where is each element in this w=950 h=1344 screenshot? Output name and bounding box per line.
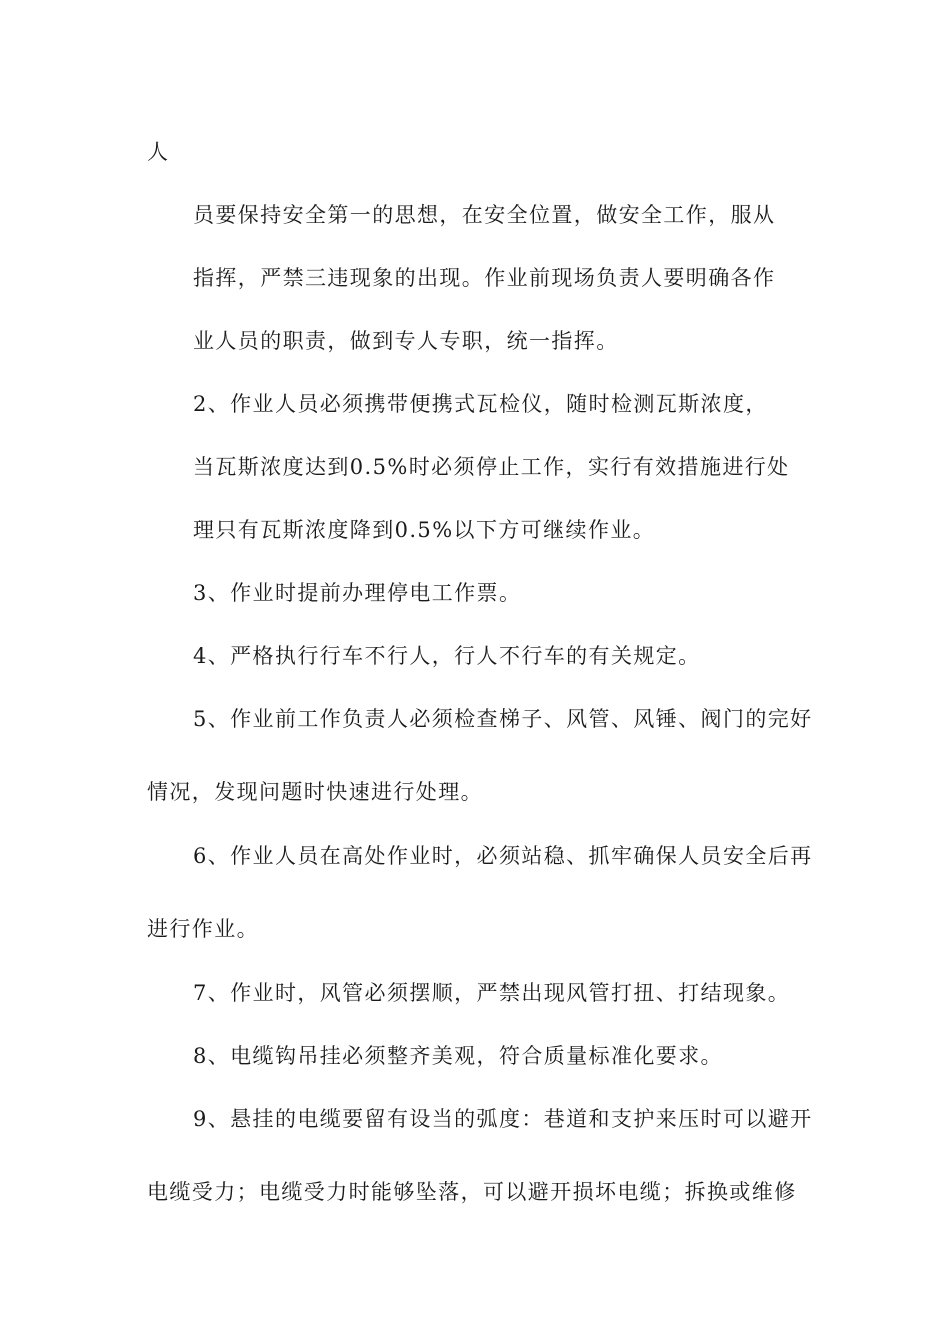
text-line: 情况，发现问题时快速进行处理。 — [147, 780, 483, 804]
text-line: 电缆受力；电缆受力时能够坠落，可以避开损坏电缆；拆换或维修 — [147, 1180, 797, 1204]
text-line: 4、严格执行行车不行人，行人不行车的有关规定。 — [193, 644, 701, 668]
text-line: 人 — [147, 140, 170, 164]
text-line: 5、作业前工作负责人必须检查梯子、风管、风锤、阀门的完好 — [193, 707, 813, 731]
text-line: 8、电缆钩吊挂必须整齐美观，符合质量标准化要求。 — [193, 1044, 723, 1068]
text-line: 进行作业。 — [147, 917, 259, 941]
text-line: 当瓦斯浓度达到0.5%时必须停止工作，实行有效措施进行处 — [193, 455, 790, 479]
text-line: 6、作业人员在高处作业时，必须站稳、抓牢确保人员安全后再 — [193, 844, 813, 868]
text-line: 指挥，严禁三违现象的出现。作业前现场负责人要明确各作 — [193, 266, 776, 290]
text-line: 员要保持安全第一的思想，在安全位置，做安全工作，服从 — [193, 203, 776, 227]
text-line: 3、作业时提前办理停电工作票。 — [193, 581, 522, 605]
text-line: 7、作业时，风管必须摆顺，严禁出现风管打扭、打结现象。 — [193, 981, 791, 1005]
text-line: 9、悬挂的电缆要留有设当的弧度：巷道和支护来压时可以避开 — [193, 1107, 813, 1131]
text-line: 理只有瓦斯浓度降到0.5%以下方可继续作业。 — [193, 518, 656, 542]
text-line: 2、作业人员必须携带便携式瓦检仪，随时检测瓦斯浓度， — [193, 392, 768, 416]
text-line: 业人员的职责，做到专人专职，统一指挥。 — [193, 329, 619, 353]
